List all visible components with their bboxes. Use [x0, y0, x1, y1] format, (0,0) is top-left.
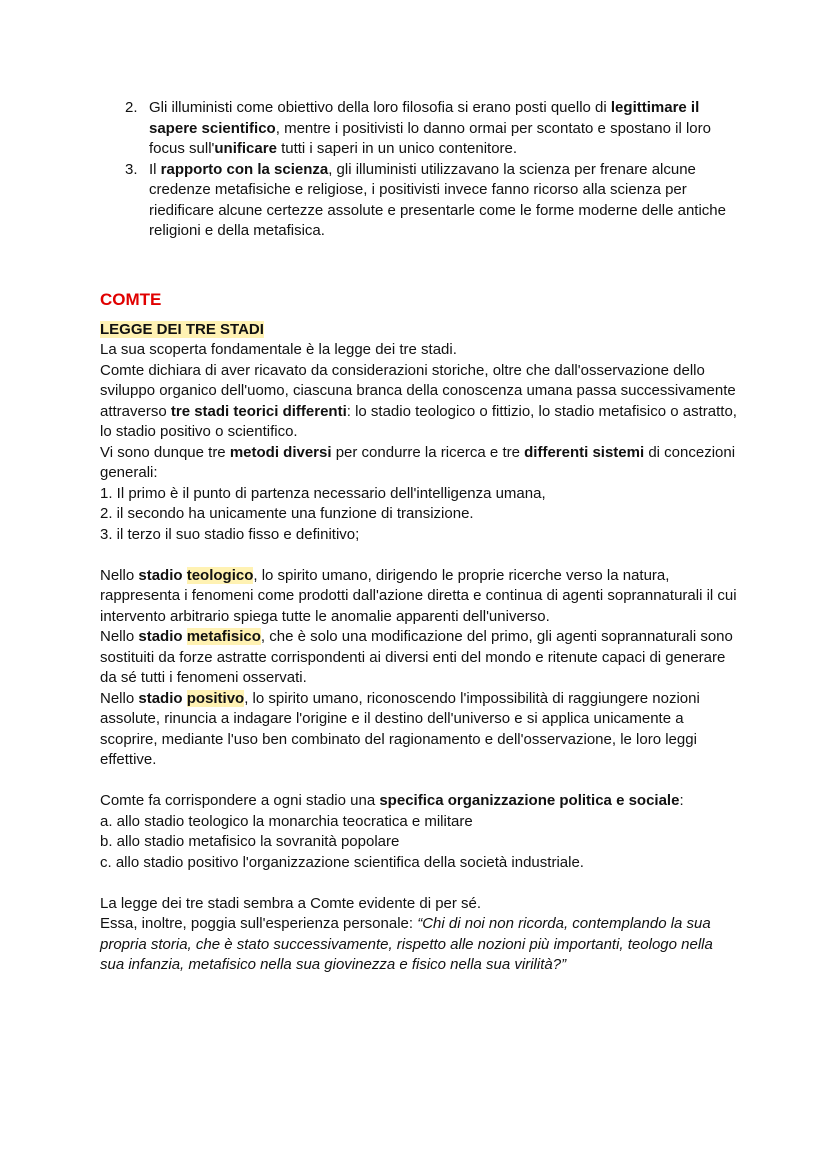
bold-text: stadio: [138, 566, 187, 584]
bold-text: stadio: [138, 689, 187, 707]
bold-text: metodi diversi: [229, 443, 332, 461]
text-span: tutti i saperi in un unico contenitore.: [276, 140, 518, 157]
text-span: , mentre i positivisti lo danno ormai per scontato e spostano il loro focus sull': [149, 119, 711, 157]
paragraph: [100, 791, 740, 812]
text-span: Comte fa corrispondere a ogni stadio una: [100, 792, 380, 809]
list-number: 3.: [125, 160, 138, 178]
list-line: 3. il terzo il suo stadio fisso e definitivo;: [100, 525, 360, 543]
list-item: [100, 98, 740, 160]
list-line: b. allo stadio metafisico la sovranità popolare: [100, 833, 400, 850]
spacer: [100, 545, 740, 566]
spacer: [100, 873, 740, 894]
text-span: Essa, inoltre, poggia sull'esperienza personale:: [100, 915, 418, 932]
list-line: c. allo stadio positivo l'organizzazione scientifica della società industriale.: [100, 853, 584, 871]
bold-text: legittimare il sapere scientifico: [149, 99, 700, 137]
paragraph: [100, 443, 740, 484]
list-line: a. allo stadio teologico la monarchia teocratica e militare: [100, 812, 473, 830]
paragraph-stadio-positivo: [100, 689, 740, 771]
bold-text: stadio: [138, 628, 187, 645]
paragraph: [100, 361, 740, 443]
spacer: [100, 771, 740, 792]
text-span: Nello: [100, 628, 139, 645]
text-span: Gli illuministi come obiettivo della loro filosofia si erano posti quello di: [149, 99, 611, 116]
paragraph: [100, 914, 740, 976]
section-subtitle: [100, 320, 740, 341]
paragraph-stadio-metafisico: [100, 627, 740, 689]
italic-quote: “Chi di noi non ricorda, contemplando la sua propria storia, che è stato successivamente, rispetto alle nozioni più importanti, teologo nella sua infanzia, metafisico nella sua giovinezza e fisico nella sua virilità?”: [100, 915, 713, 973]
bold-text: differenti sistemi: [524, 443, 645, 461]
highlighted-subtitle: LEGGE DEI TRE STADI: [100, 320, 264, 338]
list-line: 1. Il primo è il punto di partenza necessario dell'intelligenza umana,: [100, 484, 546, 502]
document-page: [100, 98, 740, 976]
paragraph: La sua scoperta fondamentale è la legge dei tre stadi.: [100, 341, 457, 358]
text-span: Nello: [100, 566, 139, 584]
text-span: Comte dichiara di aver ricavato da considerazioni storiche, oltre che dall'osservazione dello sviluppo organico dell'uomo, ciascuna branca della conoscenza umana passa successivamente attraverso: [100, 361, 736, 420]
text-span: , lo spirito umano, dirigendo le proprie ricerche verso la natura, rappresenta i fenomeni come prodotti dall'azione diretta e continua di agenti soprannaturali il cui intervento arbitrario spiega tutte le anomalie apparenti dell'universo.: [100, 566, 737, 625]
highlighted-term: metafisico: [186, 628, 261, 645]
bold-text: tre stadi teorici differenti: [170, 402, 347, 420]
list-item: [100, 160, 740, 242]
text-span: , che è solo una modificazione del primo, gli agenti soprannaturali sono sostituiti da forze astratte corrispondenti ai diversi enti del mondo e ritenute capaci di generare da sé tutti i fenomeni osservati.: [100, 628, 733, 686]
text-span: , lo spirito umano, riconoscendo l'impossibilità di raggiungere nozioni assolute, rinuncia a indagare l'origine e il destino dell'universo e si applica unicamente a scoprire, mediante l'uso ben combinato del ragionamento e dell'osservazione, le loro leggi effettive.: [100, 689, 700, 768]
text-span: Vi sono dunque tre: [100, 443, 230, 461]
paragraph: La legge dei tre stadi sembra a Comte evidente di per sé.: [100, 894, 482, 912]
text-span: Il: [149, 160, 161, 178]
numbered-list-top: [100, 98, 740, 242]
text-span: :: [679, 792, 684, 809]
highlighted-term: teologico: [186, 566, 254, 584]
list-line: 2. il secondo ha unicamente una funzione di transizione.: [100, 505, 474, 522]
text-span: Nello: [100, 689, 139, 707]
bold-text: specifica organizzazione politica e sociale: [379, 792, 680, 809]
highlighted-term: positivo: [186, 689, 245, 707]
section-title: COMTE: [100, 289, 162, 309]
text-span: , gli illuministi utilizzavano la scienza per frenare alcune credenze metafisiche e religiose, i positivisti invece fanno ricorso alla scienza per riedificare alcune certezze assolute e presentarle come le forme moderne delle antiche religioni e della metafisica.: [149, 160, 726, 239]
bold-text: rapporto con la scienza: [160, 160, 329, 178]
bold-text: unificare: [214, 140, 277, 157]
text-span: per condurre la ricerca e tre: [331, 443, 525, 461]
paragraph-stadio-teologico: [100, 566, 740, 628]
text-span: di concezioni generali:: [100, 443, 736, 481]
list-number: 2.: [125, 99, 138, 116]
text-span: : lo stadio teologico o fittizio, lo stadio metafisico o astratto, lo stadio positivo o scientifico.: [100, 402, 737, 440]
